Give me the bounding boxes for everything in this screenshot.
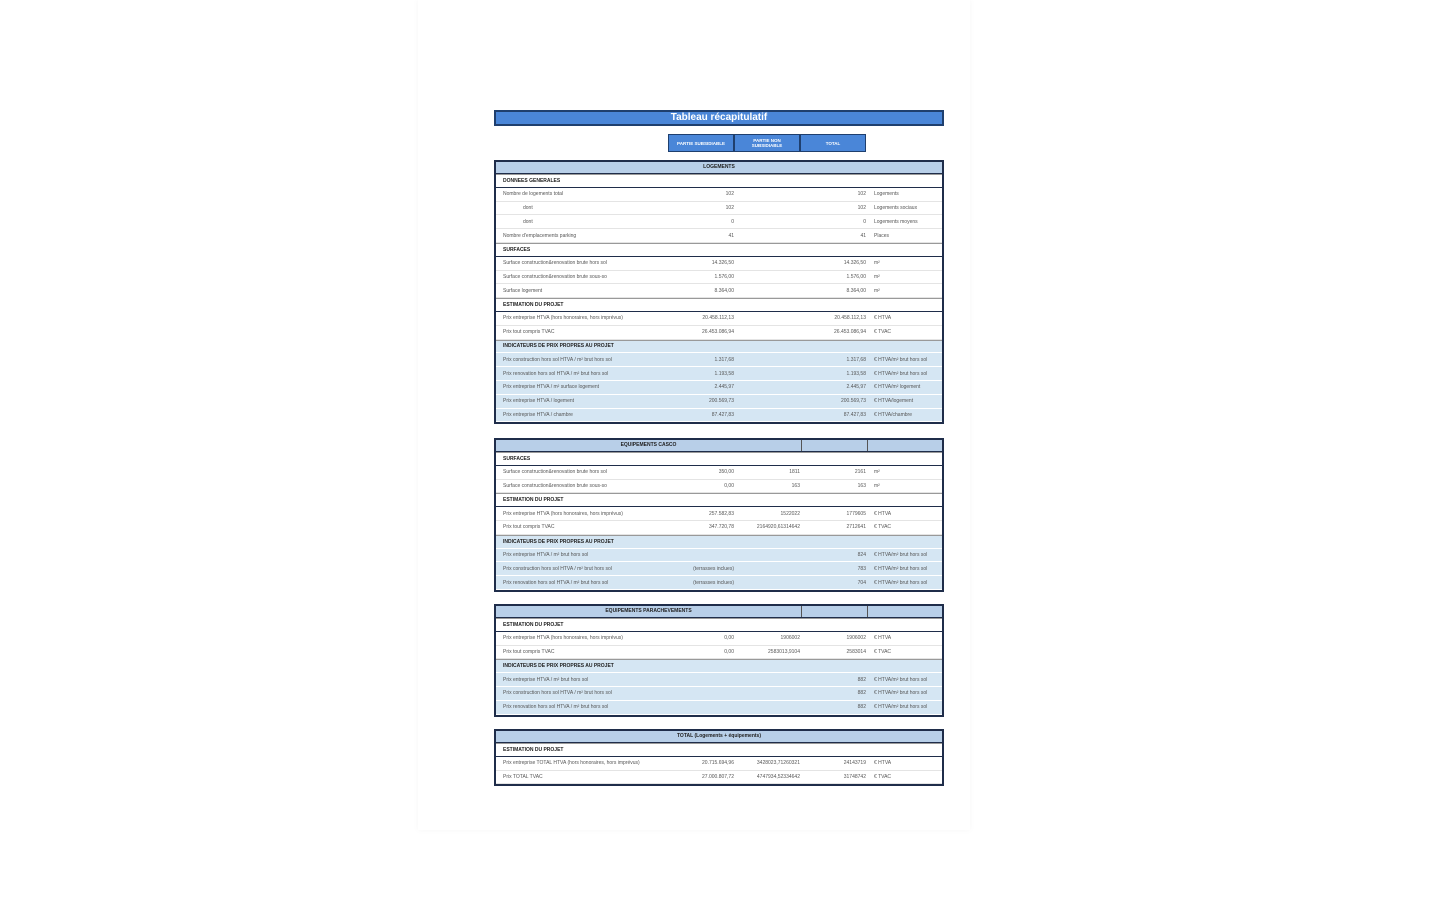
cell-total: 102 xyxy=(857,204,866,211)
cell-unit: Logements moyens xyxy=(874,218,918,225)
row-label: Prix entreprise HTVA / logement xyxy=(503,398,575,405)
row-label: ESTIMATION DU PROJET xyxy=(503,497,564,504)
section-heading-label: TOTAL (Logements + équipements) xyxy=(676,733,762,739)
row-label: Prix entreprise HTVA (hors honoraires, hors imprévus) xyxy=(503,315,623,322)
row-label: Nombre d'emplacements parking xyxy=(503,232,577,239)
row-label: INDICATEURS DE PRIX PROPRES AU PROJET xyxy=(503,663,614,670)
cell-unit: € HTVA/m² brut hors sol xyxy=(874,690,928,697)
cell-total: 41 xyxy=(860,232,866,239)
row-label: INDICATEURS DE PRIX PROPRES AU PROJET xyxy=(503,343,614,350)
cell-subsidiable: 0,00 xyxy=(724,648,734,655)
cell-unit: € HTVA/m² brut hors sol xyxy=(874,356,928,363)
row-label: Prix TOTAL TVAC xyxy=(503,773,543,780)
cell-unit: Logements xyxy=(874,191,899,198)
row-label: Prix construction hors sol HTVA / m² brut hors sol xyxy=(503,356,612,363)
section-heading-cell xyxy=(802,440,868,451)
row-label: SURFACES xyxy=(503,246,531,253)
row-label: Prix entreprise HTVA / chambre xyxy=(503,411,573,418)
cell-subsidiable: 257.582,83 xyxy=(708,510,734,517)
row-label: Surface logement xyxy=(503,287,543,294)
cell-unit: € HTVA/chambre xyxy=(874,411,912,418)
section-heading xyxy=(496,731,942,743)
column-header-non-subsidiable: PARTIE NON SUBSIDIABLE xyxy=(734,134,800,152)
cell-unit: € HTVA xyxy=(874,510,892,517)
cell-unit: m² xyxy=(874,469,880,476)
table-row xyxy=(496,381,942,395)
table-row xyxy=(496,549,942,563)
table-row xyxy=(496,507,942,521)
section-1 xyxy=(494,438,944,592)
row-label: Surface construction&renovation brute sous-so xyxy=(503,273,607,280)
row-label: Prix tout compris TVAC xyxy=(503,524,555,531)
cell-subsidiable: 1.576,00 xyxy=(714,273,734,280)
row-label: Surface construction&renovation brute hors sol xyxy=(503,469,607,476)
cell-total: 102 xyxy=(857,191,866,198)
section-heading xyxy=(496,606,942,618)
cell-total: 824 xyxy=(857,551,866,558)
cell-total: 14.326,50 xyxy=(843,260,866,267)
table-row xyxy=(496,771,942,785)
cell-total: 87.427,83 xyxy=(843,411,866,418)
cell-non-subsidiable: 1906002 xyxy=(780,635,800,642)
table-row xyxy=(496,673,942,687)
cell-unit: € HTVA xyxy=(874,760,892,767)
section-3 xyxy=(494,729,944,786)
section-heading-label: LOGEMENTS xyxy=(703,164,735,170)
cell-total: 1906002 xyxy=(846,635,866,642)
table-row xyxy=(496,215,942,229)
table-row xyxy=(496,257,942,271)
row-label: SURFACES xyxy=(503,455,531,462)
section-heading-label: EQUIPEMENTS CASCO xyxy=(496,440,802,451)
subsection-heading xyxy=(496,452,942,466)
cell-unit: € HTVA/m² brut hors sol xyxy=(874,370,928,377)
cell-total: 20.458.112,13 xyxy=(834,315,866,322)
section-heading-cell xyxy=(868,440,942,451)
cell-total: 163 xyxy=(857,482,866,489)
cell-subsidiable: 347.720,78 xyxy=(708,524,734,531)
cell-unit: € HTVA/m² brut hors sol xyxy=(874,676,928,683)
cell-subsidiable: 102 xyxy=(725,191,734,198)
table-row xyxy=(496,701,942,715)
cell-non-subsidiable: 1522022 xyxy=(780,510,800,517)
table-row xyxy=(496,757,942,771)
cell-unit: € TVAC xyxy=(874,524,892,531)
cell-non-subsidiable: 2164920,61314642 xyxy=(756,524,800,531)
subsection-heading xyxy=(496,298,942,312)
section-2 xyxy=(494,604,944,717)
cell-unit: Places xyxy=(874,232,890,239)
cell-unit: m² xyxy=(874,273,880,280)
table-row xyxy=(496,395,942,409)
row-label: DONNEES GENERALES xyxy=(503,177,561,184)
cell-subsidiable: (terrasses inclues) xyxy=(693,565,734,572)
cell-total: 1.193,58 xyxy=(846,370,866,377)
cell-subsidiable: 0 xyxy=(731,218,734,225)
cell-total: 24143719 xyxy=(843,760,866,767)
row-label: Prix entreprise HTVA (hors honoraires, hors imprévus) xyxy=(503,510,623,517)
cell-total: 2161 xyxy=(854,469,866,476)
table-row xyxy=(496,367,942,381)
column-headers xyxy=(668,134,866,152)
row-label: Prix tout compris TVAC xyxy=(503,648,555,655)
table-row xyxy=(496,562,942,576)
cell-subsidiable: 14.326,50 xyxy=(711,260,734,267)
section-heading-cell xyxy=(868,606,942,617)
table-row xyxy=(496,271,942,285)
table-row xyxy=(496,646,942,660)
cell-subsidiable: 1.317,68 xyxy=(714,356,734,363)
table-row xyxy=(496,687,942,701)
cell-unit: € HTVA/m² brut hors sol xyxy=(874,565,928,572)
row-label: ESTIMATION DU PROJET xyxy=(503,302,564,309)
row-label: dont xyxy=(523,218,533,225)
row-label: Surface construction&renovation brute hors sol xyxy=(503,260,607,267)
cell-subsidiable: 27.000.807,72 xyxy=(702,773,734,780)
cell-unit: m² xyxy=(874,482,880,489)
cell-unit: m² xyxy=(874,287,880,294)
column-header-subsidiable: PARTIE SUBSIDIABLE xyxy=(668,134,734,152)
cell-non-subsidiable: 3428023,71260321 xyxy=(756,760,800,767)
row-label: dont xyxy=(523,204,533,211)
row-label: Prix entreprise HTVA / m² brut hors sol xyxy=(503,551,589,558)
cell-total: 783 xyxy=(857,565,866,572)
cell-subsidiable: (terrasses inclues) xyxy=(693,579,734,586)
section-heading xyxy=(496,440,942,452)
subsection-heading xyxy=(496,493,942,507)
row-label: ESTIMATION DU PROJET xyxy=(503,746,564,753)
cell-total: 1.317,68 xyxy=(846,356,866,363)
cell-subsidiable: 41 xyxy=(728,232,734,239)
section-heading-label: EQUIPEMENTS PARACHEVEMENTS xyxy=(496,606,802,617)
cell-unit: € HTVA xyxy=(874,635,892,642)
cell-non-subsidiable: 4747934,52334642 xyxy=(756,773,800,780)
cell-unit: € HTVA xyxy=(874,315,892,322)
cell-total: 200.569,73 xyxy=(840,398,866,405)
table-row xyxy=(496,229,942,243)
subsection-heading xyxy=(496,174,942,188)
row-label: Surface construction&renovation brute sous-so xyxy=(503,482,607,489)
cell-subsidiable: 8.364,00 xyxy=(714,287,734,294)
cell-unit: € HTVA/m² brut hors sol xyxy=(874,551,928,558)
subsection-heading xyxy=(496,618,942,632)
cell-unit: € TVAC xyxy=(874,648,892,655)
row-label: Prix construction hors sol HTVA / m² brut hors sol xyxy=(503,690,612,697)
table-row xyxy=(496,632,942,646)
cell-non-subsidiable: 2583013,9104 xyxy=(768,648,800,655)
subsection-heading xyxy=(496,535,942,549)
row-label: Prix renovation hors sol HTVA / m² brut hors sol xyxy=(503,704,609,711)
subsection-heading xyxy=(496,243,942,257)
cell-total: 704 xyxy=(857,579,866,586)
cell-total: 26.453.086,94 xyxy=(834,329,866,336)
row-label: INDICATEURS DE PRIX PROPRES AU PROJET xyxy=(503,538,614,545)
cell-subsidiable: 200.569,73 xyxy=(708,398,734,405)
cell-unit: € HTVA/logement xyxy=(874,398,914,405)
table-row xyxy=(496,326,942,340)
cell-total: 882 xyxy=(857,690,866,697)
cell-unit: € HTVA/m² brut hors sol xyxy=(874,704,928,711)
table-row xyxy=(496,284,942,298)
cell-total: 882 xyxy=(857,704,866,711)
table-row xyxy=(496,202,942,216)
table-row xyxy=(496,353,942,367)
subsection-heading xyxy=(496,659,942,673)
row-label: Prix entreprise HTVA / m² brut hors sol xyxy=(503,676,589,683)
row-label: Prix renovation hors sol HTVA / m² brut hors sol xyxy=(503,579,609,586)
row-label: Prix entreprise TOTAL HTVA (hors honoraires, hors imprévus) xyxy=(503,760,640,767)
row-label: ESTIMATION DU PROJET xyxy=(503,621,564,628)
column-header-total: TOTAL xyxy=(800,134,866,152)
cell-subsidiable: 0,00 xyxy=(724,635,734,642)
section-heading-cell xyxy=(802,606,868,617)
cell-non-subsidiable: 163 xyxy=(791,482,800,489)
page-title: Tableau récapitulatif xyxy=(494,110,944,126)
cell-subsidiable: 350,00 xyxy=(718,469,734,476)
cell-unit: € TVAC xyxy=(874,773,892,780)
cell-total: 882 xyxy=(857,676,866,683)
cell-total: 31748742 xyxy=(843,773,866,780)
table-row xyxy=(496,409,942,423)
row-label: Prix construction hors sol HTVA / m² brut hors sol xyxy=(503,565,612,572)
table-row xyxy=(496,521,942,535)
section-heading xyxy=(496,162,942,174)
section-0 xyxy=(494,160,944,424)
cell-total: 2583014 xyxy=(846,648,866,655)
cell-subsidiable: 102 xyxy=(725,204,734,211)
cell-subsidiable: 2.445,97 xyxy=(714,384,734,391)
table-row xyxy=(496,480,942,494)
subsection-heading xyxy=(496,743,942,757)
cell-subsidiable: 20.458.112,13 xyxy=(702,315,734,322)
table-row xyxy=(496,576,942,590)
cell-unit: m² xyxy=(874,260,880,267)
cell-total: 0 xyxy=(863,218,866,225)
table-row xyxy=(496,466,942,480)
row-label: Nombre de logements total xyxy=(503,191,564,198)
subsection-heading xyxy=(496,340,942,354)
cell-total: 2712641 xyxy=(846,524,866,531)
cell-non-subsidiable: 1811 xyxy=(789,469,800,476)
cell-total: 8.364,00 xyxy=(846,287,866,294)
cell-subsidiable: 26.453.086,94 xyxy=(702,329,734,336)
cell-subsidiable: 0,00 xyxy=(724,482,734,489)
cell-unit: € HTVA/m² brut hors sol xyxy=(874,579,928,586)
cell-subsidiable: 87.427,83 xyxy=(711,411,734,418)
cell-unit: € TVAC xyxy=(874,329,892,336)
row-label: Prix tout compris TVAC xyxy=(503,329,555,336)
row-label: Prix renovation hors sol HTVA / m² brut hors sol xyxy=(503,370,609,377)
table-row xyxy=(496,188,942,202)
cell-total: 1779605 xyxy=(846,510,866,517)
row-label: Prix entreprise HTVA / m² surface logement xyxy=(503,384,600,391)
cell-unit: Logements sociaux xyxy=(874,204,918,211)
row-label: Prix entreprise HTVA (hors honoraires, hors imprévus) xyxy=(503,635,623,642)
cell-subsidiable: 20.715.694,96 xyxy=(702,760,734,767)
cell-total: 2.445,97 xyxy=(846,384,866,391)
table-row xyxy=(496,312,942,326)
cell-unit: € HTVA/m² logement xyxy=(874,384,921,391)
cell-total: 1.576,00 xyxy=(846,273,866,280)
cell-subsidiable: 1.193,58 xyxy=(714,370,734,377)
